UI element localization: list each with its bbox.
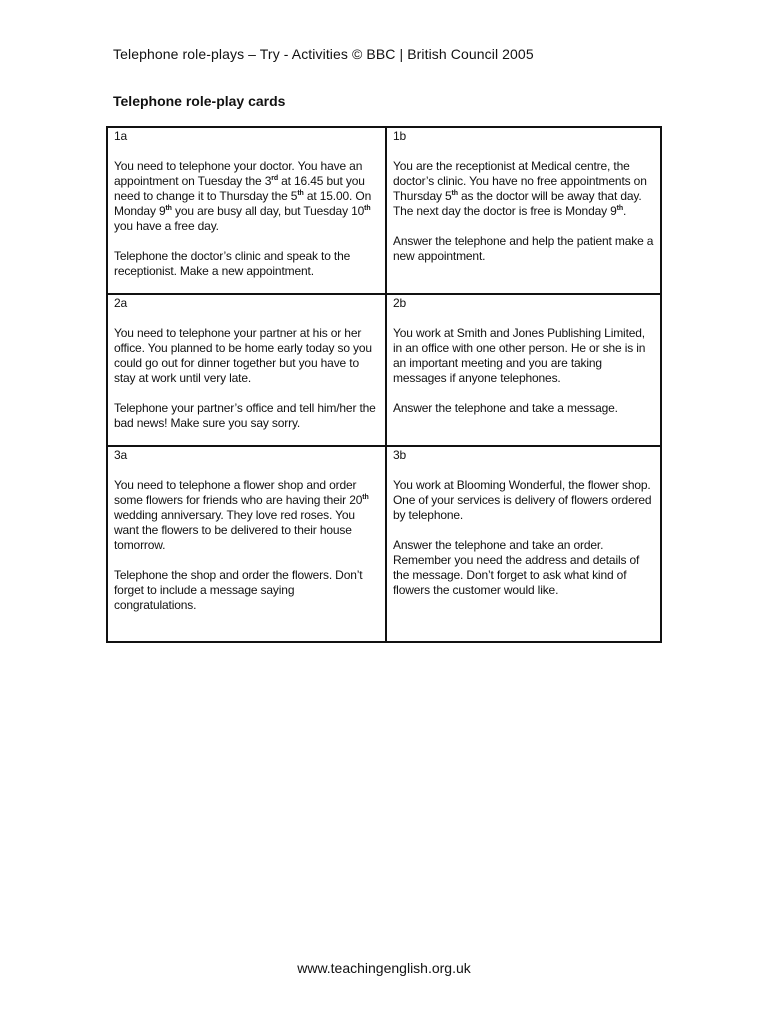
card-task: Answer the telephone and help the patient make a new appointment. [393, 234, 654, 263]
card-id: 2a [114, 296, 128, 310]
footer-website-url: www.teachingenglish.org.uk [297, 960, 471, 976]
card-instructions: You need to telephone your partner at his or her office. You planned to be home early today so you could go out for dinner together but you have to stay at work until very late. [114, 326, 372, 385]
role-play-cards-table [106, 126, 662, 643]
page-header: Telephone role-plays – Try - Activities © BBC | British Council 2005 [113, 46, 534, 62]
card-id: 2b [393, 296, 407, 310]
card-id: 1b [393, 129, 407, 143]
document-title: Telephone role-play cards [113, 93, 286, 109]
card-2a [107, 294, 386, 446]
card-id: 3a [114, 448, 128, 462]
card-task: Telephone the shop and order the flowers. Don’t forget to include a message saying congratulations. [114, 568, 363, 612]
card-1b [386, 127, 661, 294]
card-instructions: You need to telephone a flower shop and order some flowers for friends who are having their 20th wedding anniversary. They love red roses. You want the flowers to be delivered to their house tomorrow. [114, 478, 369, 552]
card-id: 1a [114, 129, 128, 143]
card-task: Telephone the doctor’s clinic and speak to the receptionist. Make a new appointment. [114, 249, 351, 278]
card-task: Telephone your partner’s office and tell him/her the bad news! Make sure you say sorry. [114, 401, 376, 430]
card-1a [107, 127, 386, 294]
card-instructions: You need to telephone your doctor. You have an appointment on Tuesday the 3rd at 16.45 but you need to change it to Thursday the 5th at 15.00. On Monday 9th you are busy all day, but Tuesday 10th you have a free day. [114, 159, 372, 233]
card-task: Answer the telephone and take a message. [393, 401, 618, 415]
card-row [107, 127, 661, 294]
card-3a [107, 446, 386, 642]
card-3b [386, 446, 661, 642]
card-instructions: You work at Blooming Wonderful, the flower shop. One of your services is delivery of flowers ordered by telephone. [393, 478, 652, 522]
card-task: Answer the telephone and take an order. Remember you need the address and details of the message. Don’t forget to ask what kind of flowers the customer would like. [393, 538, 640, 597]
card-row [107, 294, 661, 446]
card-id: 3b [393, 448, 407, 462]
card-row [107, 446, 661, 642]
card-instructions: You work at Smith and Jones Publishing Limited, in an office with one other person. He or she is in an important meeting and you are taking messages if anyone telephones. [393, 326, 646, 385]
card-instructions: You are the receptionist at Medical centre, the doctor’s clinic. You have no free appointments on Thursday 5th as the doctor will be away that day. The next day the doctor is free is Monday 9th. [393, 159, 647, 218]
card-2b [386, 294, 661, 446]
